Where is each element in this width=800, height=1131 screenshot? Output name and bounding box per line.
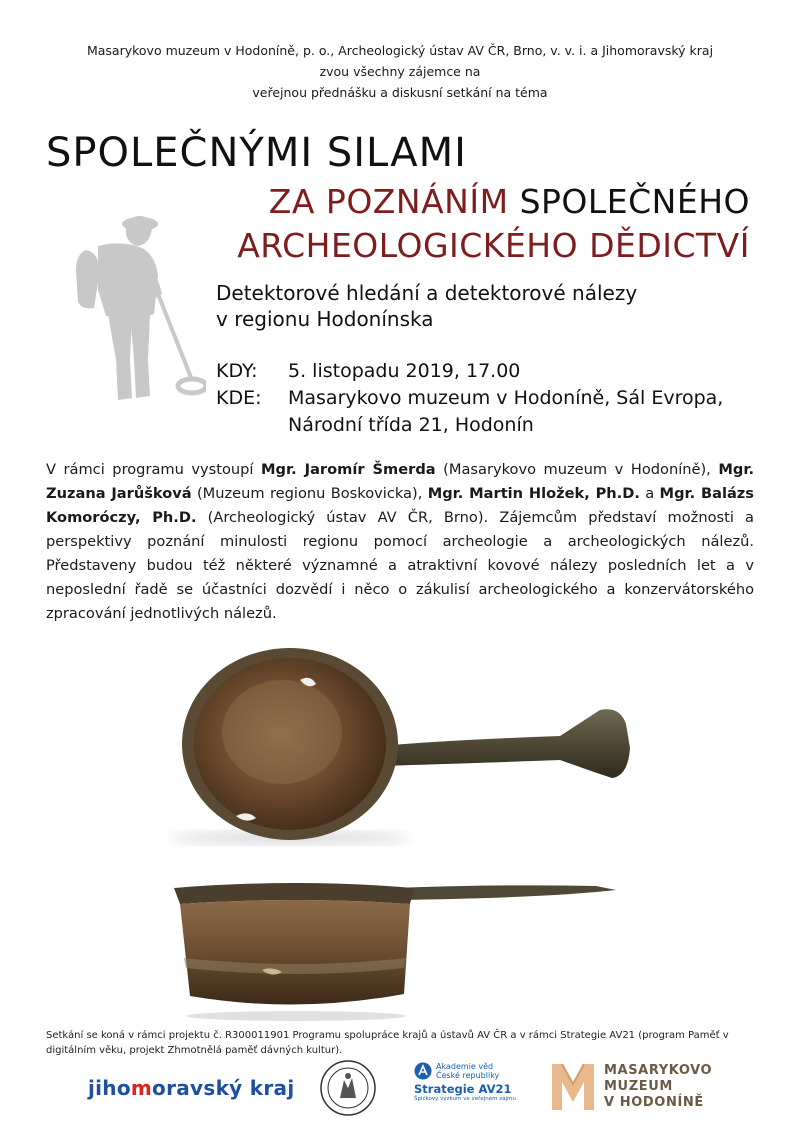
when-label: KDY: <box>216 360 258 382</box>
speaker-name: Mgr. Zuzana Jarůšková <box>46 461 754 502</box>
event-where-address <box>216 412 723 439</box>
museum-line-3: V HODONÍNĚ <box>604 1095 704 1110</box>
speaker-name: Mgr. Balázs Komoróczy, Ph.D. <box>46 485 754 526</box>
subtitle-line-2: v regionu Hodonínska <box>216 307 434 331</box>
museum-name <box>604 1063 712 1111</box>
av-text <box>436 1062 499 1080</box>
subtitle <box>216 280 637 332</box>
title-line-2-red: ZA POZNÁNÍM <box>268 182 509 221</box>
topic-line: veřejnou přednášku a diskusní setkání na téma <box>252 85 548 100</box>
logo-text-part: jiho <box>88 1076 131 1100</box>
av-strategy-label: Strategie AV21 <box>414 1082 512 1096</box>
logo-text-part: m <box>130 1076 153 1100</box>
invitation-line: zvou všechny zájemce na <box>319 64 481 79</box>
title-line-1: SPOLEČNÝMI SILAMI <box>46 130 467 176</box>
where-label: KDE: <box>216 387 262 409</box>
museum-line-1: MASARYKOVO <box>604 1063 713 1078</box>
event-details <box>216 358 723 439</box>
program-description <box>46 458 754 626</box>
museum-m-icon <box>550 1062 596 1112</box>
event-when <box>216 358 723 385</box>
project-note: Setkání se koná v rámci projektu č. R300011901 Programu spolupráce krajů a ústavů AV ČR a v rámci Strategie AV21 (program Paměť v digitálním věku, projekt Zhmotnělá paměť dávných kultur). <box>46 1030 729 1056</box>
organizers-line: Masarykovo muzeum v Hodoníně, p. o., Archeologický ústav AV ČR, Brno, v. v. i. a Jihomoravský kraj <box>86 43 714 58</box>
masarykovo-muzeum-logo <box>550 1062 712 1112</box>
body-text-part: (Muzeum regionu Boskovicka), <box>191 485 428 502</box>
when-value: 5. listopadu 2019, 17.00 <box>288 360 521 382</box>
av-row <box>414 1062 524 1080</box>
akademie-ved-icon <box>414 1062 432 1080</box>
akademie-ved-strategie-logo <box>414 1062 524 1102</box>
av-line-2: České republiky <box>436 1071 500 1080</box>
detectorist-silhouette-icon <box>46 210 206 410</box>
logo-text-part: oravský kraj <box>152 1076 295 1100</box>
museum-line-2: MUZEUM <box>604 1079 673 1094</box>
speaker-name: Mgr. Martin Hložek, Ph.D. <box>427 485 640 502</box>
title-line-2 <box>269 182 750 221</box>
av-line-1: Akademie věd <box>436 1062 494 1071</box>
body-text-part: (Masarykovo muzeum v Hodoníně), <box>435 461 719 478</box>
body-text-part: a <box>639 485 660 502</box>
where-value-1: Masarykovo muzeum v Hodoníně, Sál Evropa, <box>288 387 724 409</box>
body-text-part: V rámci programu vystoupí <box>46 461 262 478</box>
event-where <box>216 385 723 412</box>
bronze-pan-side-view-image <box>166 874 646 1024</box>
title-line-2-black: SPOLEČNÉHO <box>519 182 750 221</box>
title-line-3: ARCHEOLOGICKÉHO DĚDICTVÍ <box>237 226 750 265</box>
jihomoravsky-kraj-logo <box>88 1076 295 1100</box>
invitation-intro <box>0 40 800 103</box>
body-text-part: (Archeologický ústav AV ČR, Brno). Zájemcům představí možnosti a perspektivy poznání minulosti regionu pomocí archeologie a archeologických nálezů. Představeny budou též některé významné a atraktivní kovové nálezy posledních let a v neposlední řadě se účastníci dozvědí i něco o zákulisí archeologického a konzervátorského zpracování jednotlivých nálezů. <box>46 509 754 622</box>
speaker-name: Mgr. Jaromír Šmerda <box>261 461 436 478</box>
subtitle-line-1: Detektorové hledání a detektorové nálezy <box>216 281 638 305</box>
archaeological-institute-seal-icon <box>318 1058 378 1118</box>
where-value-2: Národní třída 21, Hodonín <box>288 414 534 436</box>
av-tagline: Špičkový výzkum ve veřejném zájmu <box>414 1096 516 1102</box>
bronze-pan-top-view-image <box>150 640 670 850</box>
